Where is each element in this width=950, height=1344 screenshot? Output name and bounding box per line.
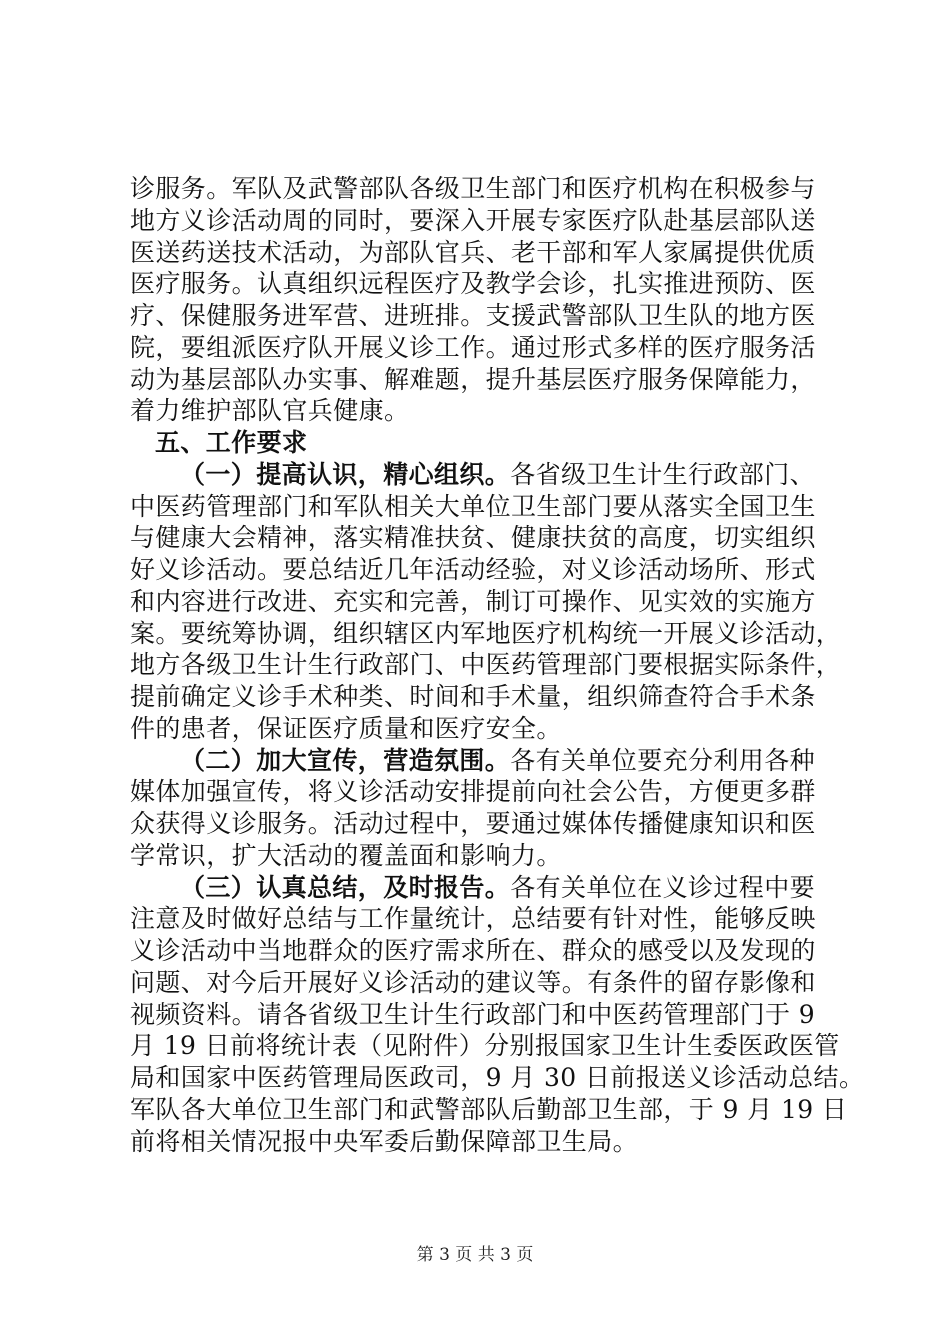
- body-line: 地方各级卫生计生行政部门、中医药管理部门要根据实际条件，: [130, 650, 842, 680]
- body-line: 好义诊活动。要总结近几年活动经验，对义诊活动场所、形式: [130, 555, 816, 584]
- paragraph-first-line: [130, 459, 830, 491]
- paragraph-text: 各有关单位要充分利用各种: [510, 745, 816, 775]
- body-line: 注意及时做好总结与工作量统计，总结要有针对性，能够反映: [130, 904, 816, 934]
- body-line: 媒体加强宣传，将义诊活动安排提前向社会公告，方便更多群: [130, 777, 816, 807]
- body-line: 月 19 日前将统计表（见附件）分别报国家卫生计生委医政医管: [130, 1031, 840, 1061]
- body-line: 动为基层部队办实事、解难题，提升基层医疗服务保障能力，: [130, 364, 816, 394]
- body-line: 学常识，扩大活动的覆盖面和影响力。: [130, 840, 562, 870]
- body-line: 与健康大会精神，落实精准扶贫、健康扶贫的高度，切实组织: [130, 523, 816, 553]
- body-line: 提前确定义诊手术种类、时间和手术量，组织筛查符合手术条: [130, 682, 816, 711]
- subsection-heading: （二）加大宣传，营造氛围。: [180, 745, 511, 775]
- body-line: 中医药管理部门和军队相关大单位卫生部门要从落实全国卫生: [130, 491, 816, 521]
- page-number-footer: 第 3 页 共 3 页: [416, 1245, 534, 1265]
- body-line: 地方义诊活动周的同时，要深入开展专家医疗队赴基层部队送: [130, 205, 816, 235]
- body-line: 和内容进行改进、充实和完善，制订可操作、见实效的实施方: [130, 586, 816, 616]
- subsection-heading: （三）认真总结，及时报告。: [180, 872, 511, 902]
- paragraph-first-line: [130, 872, 830, 904]
- body-line: 军队各大单位卫生部门和武警部队后勤部卫生部，于 9 月 19 日: [130, 1094, 848, 1124]
- body-line: 诊服务。军队及武警部队各级卫生部门和医疗机构在积极参与: [130, 174, 816, 203]
- body-line: 局和国家中医药管理局医政司，9 月 30 日前报送义诊活动总结。: [130, 1063, 865, 1092]
- section-heading: 五、工作要求: [155, 428, 308, 457]
- paragraph-text: 各省级卫生计生行政部门、: [510, 459, 816, 489]
- body-line: 医疗服务。认真组织远程医疗及教学会诊，扎实推进预防、医: [130, 269, 816, 299]
- body-line: 着力维护部队官兵健康。: [130, 396, 410, 426]
- body-line: 问题、对今后开展好义诊活动的建议等。有条件的留存影像和: [130, 967, 816, 997]
- body-line: 视频资料。请各省级卫生计生行政部门和中医药管理部门于 9: [130, 999, 816, 1029]
- body-line: 疗、保健服务进军营、进班排。支援武警部队卫生队的地方医: [130, 301, 816, 330]
- body-line: 众获得义诊服务。活动过程中，要通过媒体传播健康知识和医: [130, 809, 816, 838]
- body-line: 前将相关情况报中央军委后勤保障部卫生局。: [130, 1126, 639, 1156]
- paragraph-first-line: [130, 745, 830, 777]
- body-line: 件的患者，保证医疗质量和医疗安全。: [130, 713, 562, 743]
- body-line: 医送药送技术活动，为部队官兵、老干部和军人家属提供优质: [130, 237, 816, 267]
- subsection-heading: （一）提高认识，精心组织。: [180, 459, 511, 489]
- paragraph-text: 各有关单位在义诊过程中要: [510, 872, 816, 902]
- body-line: 案。要统筹协调，组织辖区内军地医疗机构统一开展义诊活动，: [130, 618, 842, 648]
- document-body: [130, 173, 865, 1157]
- body-line: 院，要组派医疗队开展义诊工作。通过形式多样的医疗服务活: [130, 332, 816, 362]
- body-line: 义诊活动中当地群众的医疗需求所在、群众的感受以及发现的: [130, 936, 816, 965]
